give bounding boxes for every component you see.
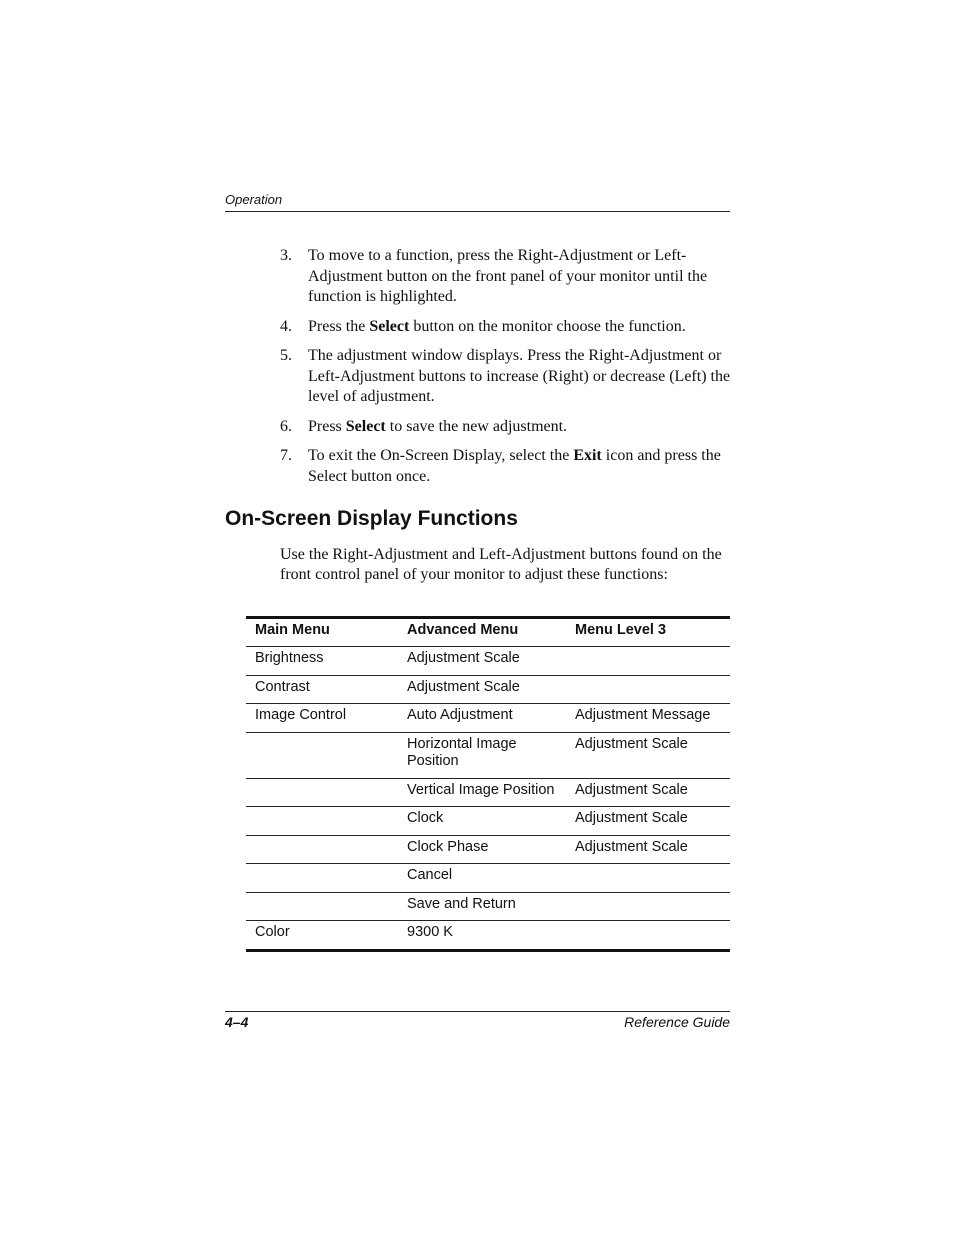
instruction-steps	[280, 246, 732, 496]
step-text: To exit the On-Screen Display, select the	[308, 447, 574, 464]
osd-functions-table	[246, 616, 730, 952]
cell-advanced-menu: Cancel	[407, 867, 453, 883]
step-text: The adjustment window displays. Press the Right-Adjustment or Left-Adjustment buttons to increase (Right) or decrease (Left) the level of adjustment.	[308, 347, 731, 405]
footer-divider	[225, 1011, 730, 1012]
cell-menu-level-3	[566, 921, 730, 951]
step-number: 7.	[280, 447, 292, 464]
cell-advanced-menu: Adjustment Scale	[407, 678, 520, 695]
cell-main-menu: Contrast	[255, 678, 310, 695]
cell-menu-level-3: Adjustment Scale	[575, 810, 688, 826]
cell-advanced-menu: Adjustment Scale	[407, 650, 520, 666]
table-row	[246, 704, 730, 733]
cell-menu-level-3: Adjustment Scale	[575, 838, 688, 855]
table-row	[246, 807, 730, 836]
step-number: 3.	[280, 247, 292, 264]
cell-menu-level-3: Adjustment Message	[575, 707, 711, 723]
step-number: 6.	[280, 417, 292, 435]
page-number: 4–4	[225, 1014, 249, 1030]
cell-advanced-menu: Vertical Image Position	[407, 781, 555, 798]
cell-menu-level-3	[566, 892, 730, 921]
table-row	[246, 675, 730, 704]
step-text: icon and press the Select button once.	[308, 447, 721, 485]
step-emphasis: Select	[345, 417, 386, 435]
cell-advanced-menu: Clock Phase	[407, 838, 489, 855]
step-text: Press	[308, 417, 346, 435]
table-header-row	[246, 618, 730, 647]
cell-main-menu	[246, 807, 398, 836]
cell-menu-level-3: Adjustment Scale	[575, 781, 688, 798]
step-text: button on the monitor choose the function.	[409, 317, 686, 335]
step-text: Press the	[308, 317, 370, 335]
cell-menu-level-3	[566, 675, 730, 704]
section-title: On-Screen Display Functions	[225, 507, 518, 530]
cell-main-menu	[246, 778, 398, 807]
cell-main-menu: Color	[255, 924, 290, 940]
list-item	[280, 246, 732, 308]
step-number: 4.	[280, 317, 292, 335]
cell-advanced-menu: Horizontal Image Position	[407, 735, 517, 769]
column-header-main-menu: Main Menu	[255, 622, 330, 638]
cell-main-menu: Brightness	[255, 650, 324, 666]
table-row	[246, 835, 730, 864]
table-row	[246, 864, 730, 893]
step-text: to save the new adjustment.	[385, 417, 568, 435]
table-row	[246, 778, 730, 807]
list-item	[280, 346, 732, 408]
table-row	[246, 732, 730, 778]
cell-advanced-menu: 9300 K	[407, 924, 453, 940]
cell-advanced-menu: Auto Adjustment	[407, 707, 513, 723]
step-emphasis: Select	[369, 317, 410, 335]
cell-menu-level-3	[566, 864, 730, 893]
cell-advanced-menu: Save and Return	[407, 895, 516, 912]
table-row	[246, 921, 730, 951]
cell-menu-level-3	[566, 647, 730, 676]
cell-main-menu: Image Control	[255, 707, 347, 723]
cell-main-menu	[246, 835, 398, 864]
running-header: Operation	[225, 192, 283, 207]
table-row	[246, 647, 730, 676]
column-header-menu-level-3: Menu Level 3	[575, 622, 667, 638]
step-emphasis: Exit	[573, 447, 602, 464]
header-divider	[225, 211, 730, 212]
document-title: Reference Guide	[624, 1014, 730, 1030]
cell-main-menu	[246, 732, 398, 778]
cell-advanced-menu: Clock	[407, 810, 444, 826]
cell-main-menu	[246, 864, 398, 893]
list-item	[280, 317, 732, 338]
list-item	[280, 446, 732, 487]
list-item	[280, 417, 732, 438]
cell-main-menu	[246, 892, 398, 921]
cell-menu-level-3: Adjustment Scale	[575, 735, 688, 752]
step-text: To move to a function, press the Right-Adjustment or Left-Adjustment button on the front panel of your monitor until the function is highlighted.	[308, 247, 708, 305]
table-row	[246, 892, 730, 921]
section-intro: Use the Right-Adjustment and Left-Adjustment buttons found on the front control panel of your monitor to adjust these functions:	[280, 546, 722, 583]
column-header-advanced-menu: Advanced Menu	[407, 622, 519, 638]
step-number: 5.	[280, 347, 292, 364]
